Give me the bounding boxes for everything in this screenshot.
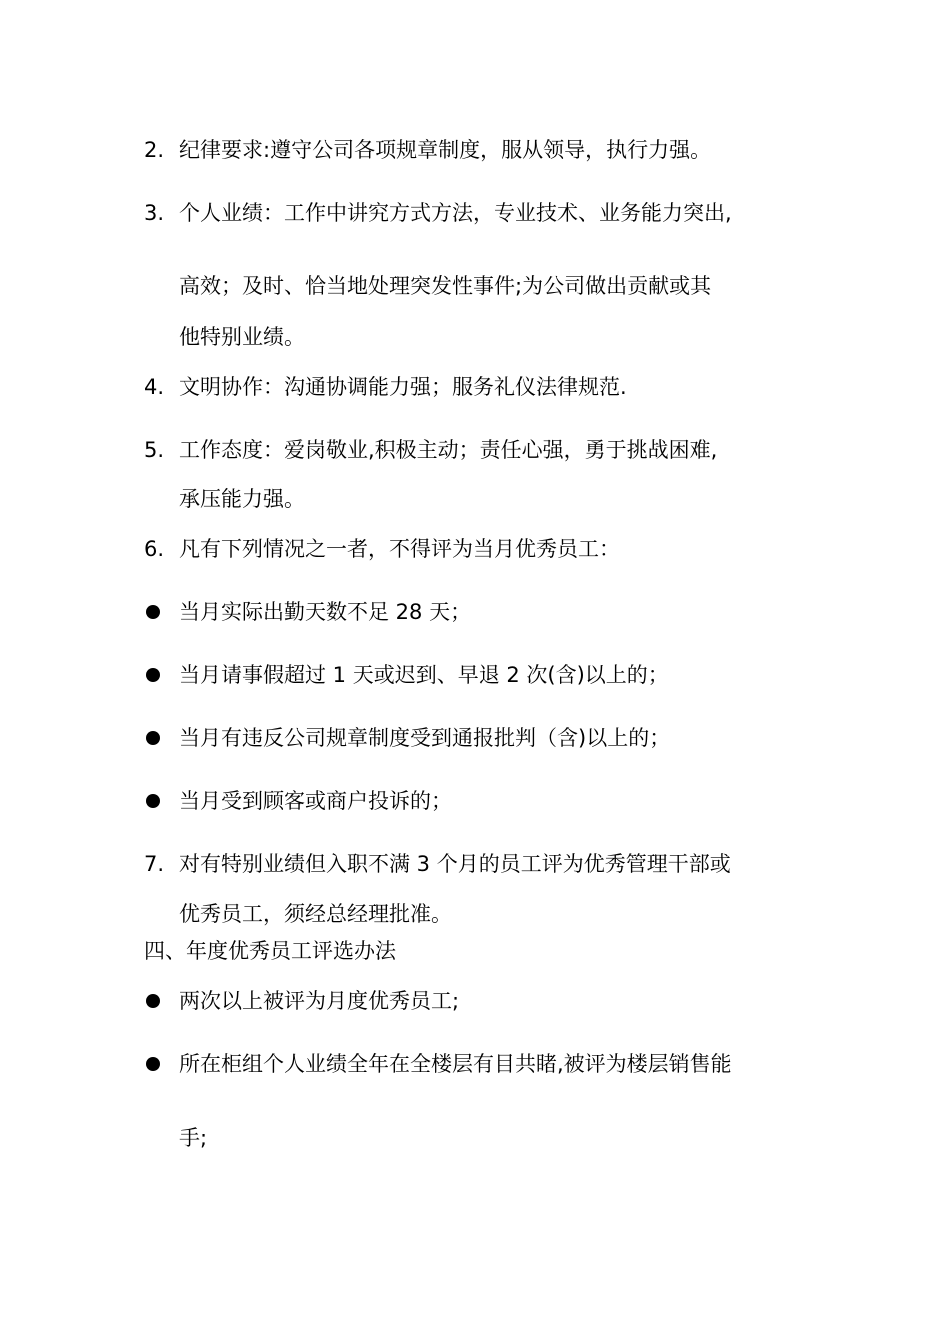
section4-bullet-2-line-1: 所在柜组个人业绩全年在全楼层有目共睹,被评为楼层销售能 [179,1052,732,1076]
section4-bullet-1: 两次以上被评为月度优秀员工; [179,989,460,1013]
list-marker-3: 3. [144,201,165,225]
item-6-line-1: 凡有下列情况之一者，不得评为当月优秀员工： [179,537,620,561]
item-7-line-1: 对有特别业绩但入职不满 3 个月的员工评为优秀管理干部或 [179,852,731,876]
item-5-line-1: 工作态度：爱岗敬业,积极主动；责任心强，勇于挑战困难, [179,438,718,462]
list-marker-7: 7. [144,852,165,876]
bullet-item-2: 当月请事假超过 1 天或迟到、早退 2 次(含)以上的； [179,663,669,687]
bullet-dot [146,731,160,745]
bullet-dot [146,668,160,682]
section-heading: 四、年度优秀员工评选办法 [144,939,396,963]
list-marker-4: 4. [144,375,165,399]
bullet-item-1: 当月实际出勤天数不足 28 天； [179,600,472,624]
list-marker-5: 5. [144,438,165,462]
bullet-dot [146,1057,160,1071]
item-7-line-2: 优秀员工，须经总经理批准。 [179,902,452,926]
section4-bullet-2-line-2: 手; [179,1126,208,1150]
item-3-line-2: 高效；及时、恰当地处理突发性事件;为公司做出贡献或其 [179,274,712,298]
item-4-line-1: 文明协作：沟通协调能力强；服务礼仪法律规范. [179,375,627,399]
bullet-item-3: 当月有违反公司规章制度受到通报批判（含)以上的； [179,726,671,750]
item-3-line-1: 个人业绩：工作中讲究方式方法，专业技术、业务能力突出, [179,201,732,225]
bullet-item-4: 当月受到顾客或商户投诉的； [179,789,452,813]
bullet-dot [146,605,160,619]
bullet-dot [146,794,160,808]
item-3-line-3: 他特别业绩。 [179,325,305,349]
list-marker-2: 2. [144,138,165,162]
list-marker-6: 6. [144,537,165,561]
bullet-dot [146,994,160,1008]
item-5-line-2: 承压能力强。 [179,487,305,511]
item-2-line-1: 纪律要求:遵守公司各项规章制度，服从领导，执行力强。 [179,138,712,162]
